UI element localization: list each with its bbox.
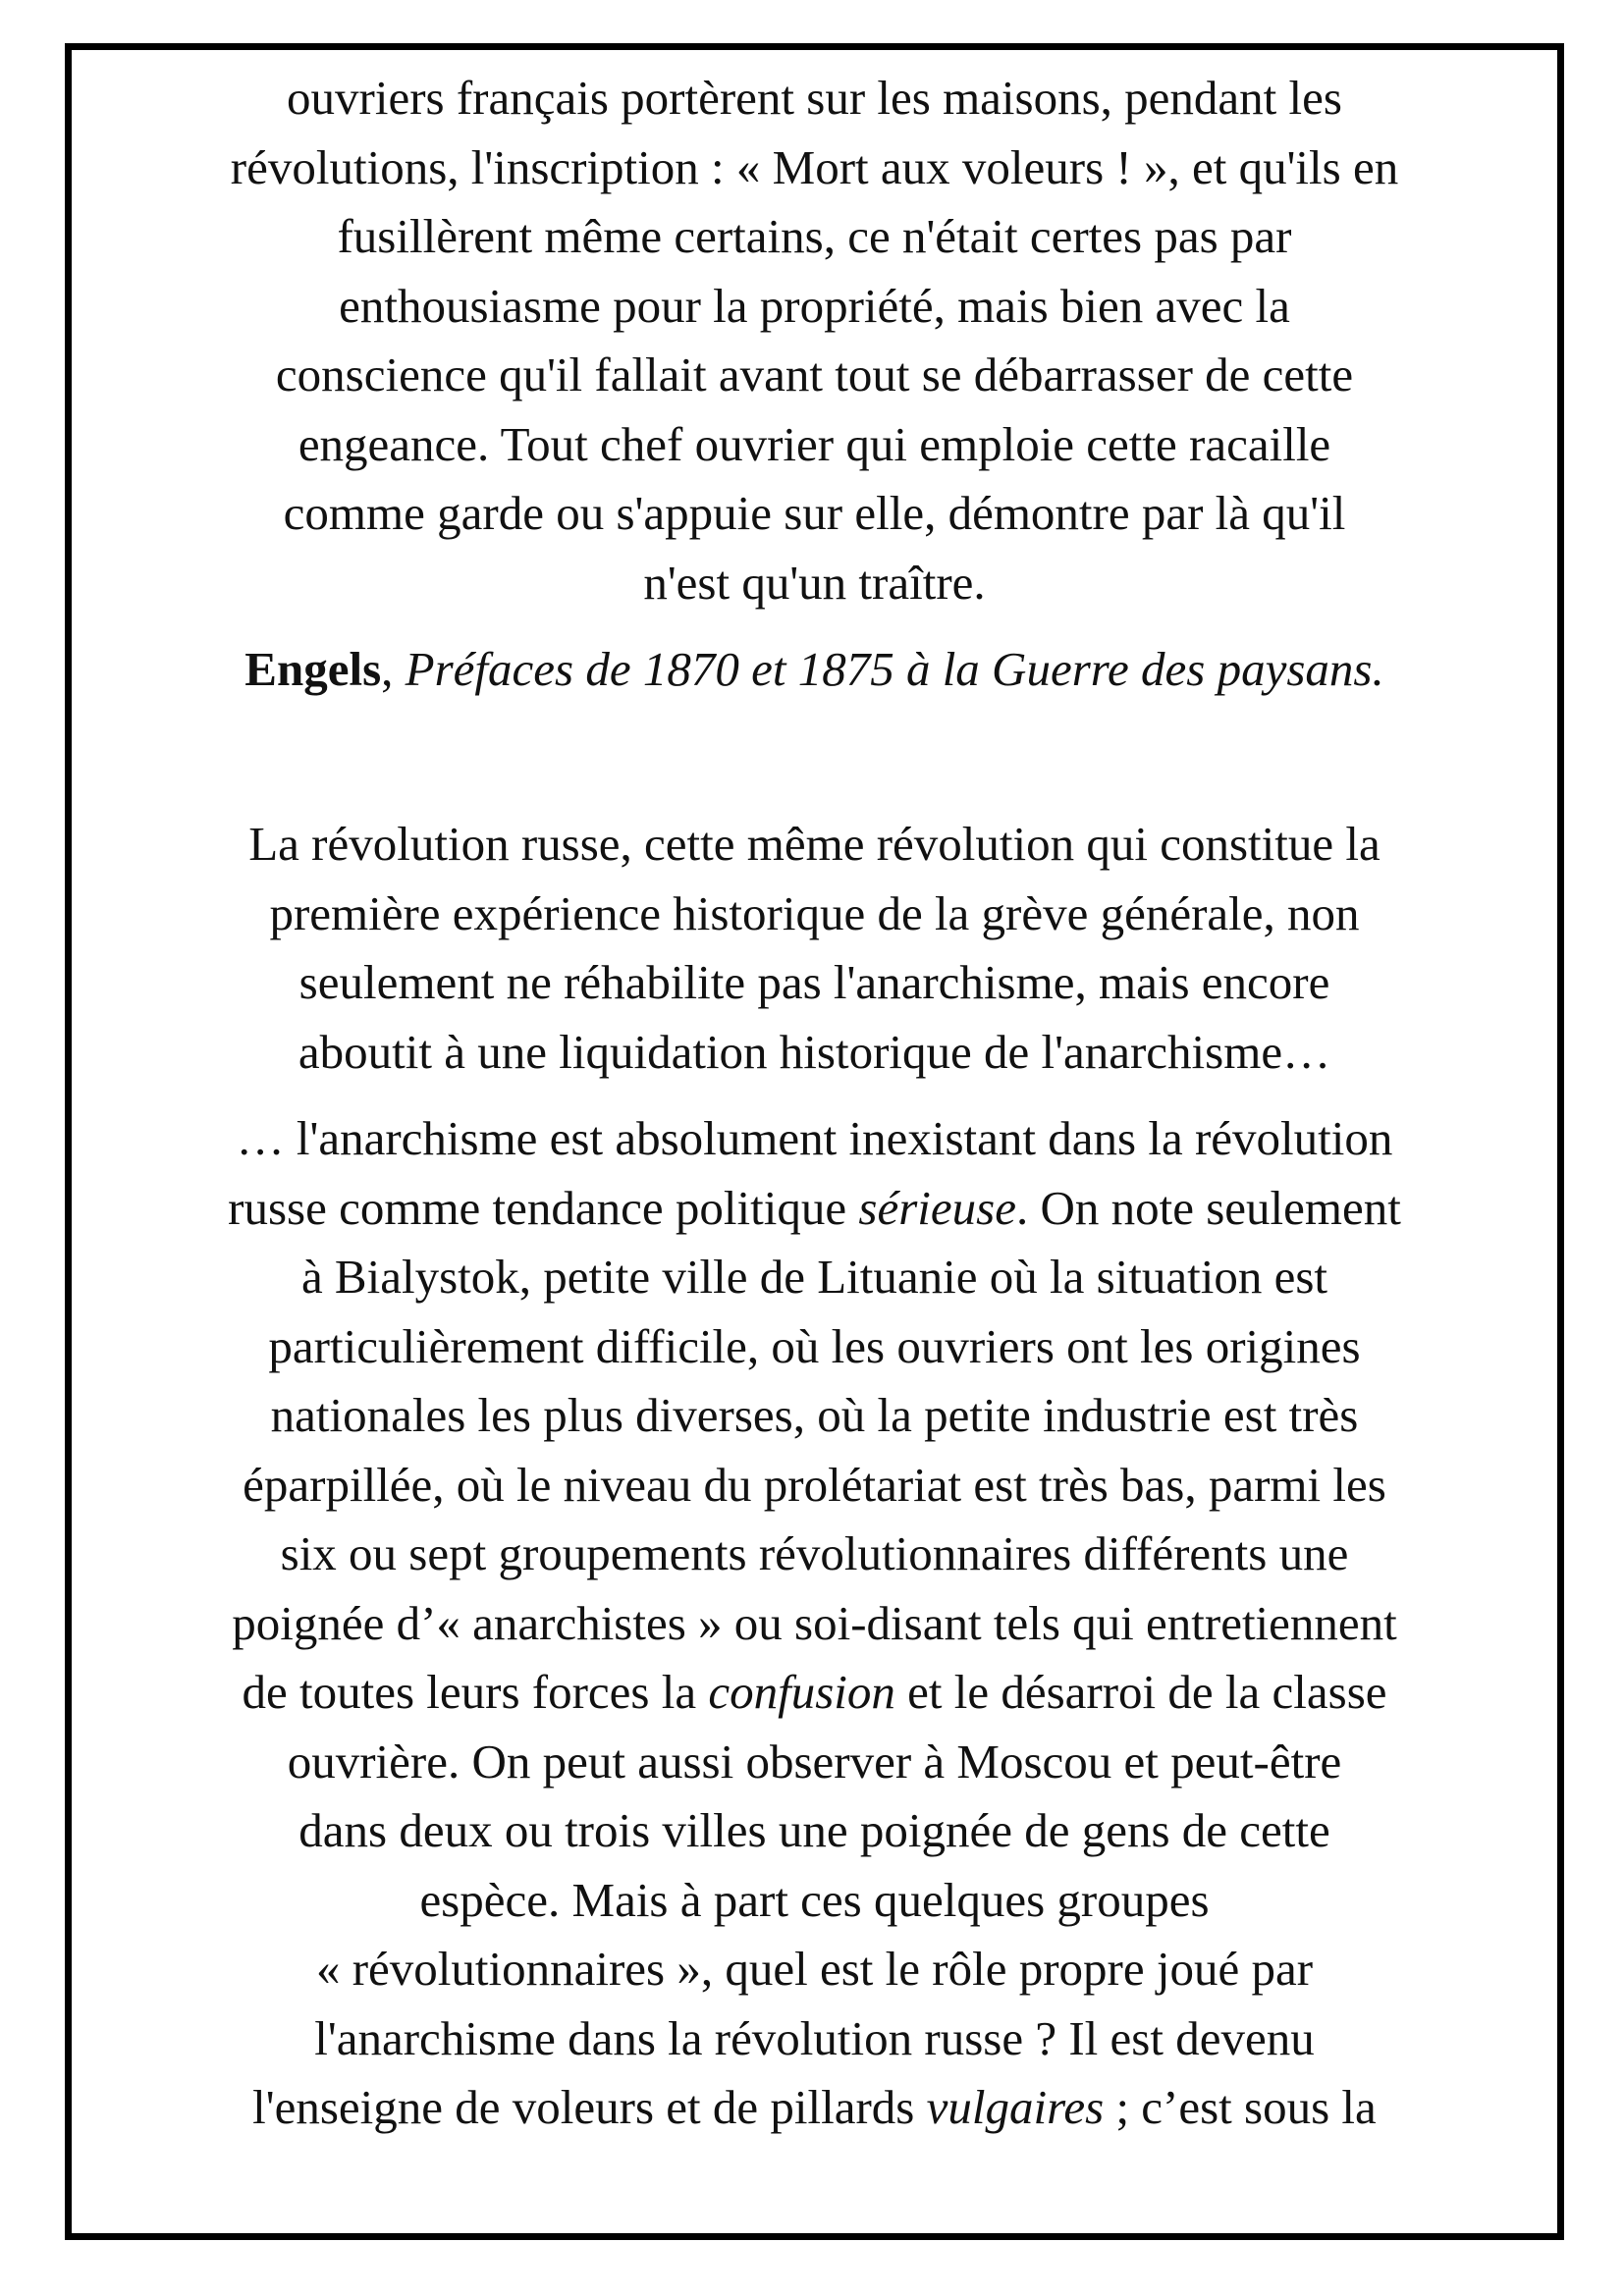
text-line: dans deux ou trois villes une poignée de gens de cette [298, 1803, 1330, 1857]
text-line: fusillèrent même certains, ce n'était certes pas par [337, 209, 1292, 263]
text-line: aboutit à une liquidation historique de l'anarchisme… [298, 1024, 1331, 1079]
emphasis: sérieuse [858, 1180, 1016, 1235]
text-line: … l'anarchisme est absolument inexistant dans la révolution [236, 1111, 1393, 1165]
citation [93, 635, 1536, 704]
text-run: . On note seulement [1015, 1180, 1401, 1235]
text-line: n'est qu'un traître. [643, 555, 986, 610]
page-frame [65, 43, 1564, 2240]
text-line: éparpillée, où le niveau du prolétariat est très bas, parmi les [243, 1457, 1386, 1512]
text-line: enthousiasme pour la propriété, mais bien avec la [339, 278, 1290, 333]
paragraph-1 [93, 810, 1536, 1087]
text-line: ouvrière. On peut aussi observer à Moscou et peut-être [287, 1734, 1342, 1789]
text-run: de toutes leurs forces la [242, 1665, 709, 1719]
text-line [93, 1174, 1536, 1244]
text-run: russe comme tendance politique [228, 1180, 859, 1235]
emphasis: vulgaires [926, 2080, 1105, 2134]
text-line: « révolutionnaires », quel est le rôle propre joué par [315, 1942, 1314, 1996]
citation-separator: , [381, 642, 406, 696]
text-line [93, 2073, 1536, 2143]
text-line: comme garde ou s'appuie sur elle, démontre par là qu'il [283, 486, 1346, 540]
text-run: et le désarroi de la classe [894, 1665, 1387, 1719]
paragraph-2 [93, 1104, 1536, 2143]
text-line: nationales les plus diverses, où la petite industrie est très [270, 1388, 1359, 1442]
quote-paragraph [93, 64, 1536, 617]
text-line: espèce. Mais à part ces quelques groupes [419, 1872, 1210, 1927]
text-line: poignée d’« anarchistes » ou soi-disant tels qui entretiennent [232, 1595, 1397, 1650]
emphasis: confusion [708, 1665, 895, 1719]
section-gap [93, 704, 1536, 810]
text-line: première expérience historique de la grève générale, non [269, 885, 1360, 940]
text-line: l'anarchisme dans la révolution russe ? Il est devenu [314, 2010, 1315, 2065]
citation-work: Préfaces de 1870 et 1875 à la Guerre des paysans. [405, 642, 1384, 696]
citation-author: Engels [244, 642, 382, 696]
text-line: La révolution russe, cette même révolution qui constitue la [248, 817, 1380, 871]
text-line: engeance. Tout chef ouvrier qui emploie cette racaille [298, 416, 1331, 471]
text-line: seulement ne réhabilite pas l'anarchisme, mais encore [298, 955, 1330, 1009]
text-line: à Bialystok, petite ville de Lituanie où la situation est [300, 1250, 1328, 1304]
text-line [93, 1658, 1536, 1728]
text-line: particulièrement difficile, où les ouvriers ont les origines [268, 1318, 1361, 1373]
text-run: l'enseigne de voleurs et de pillards [252, 2080, 927, 2134]
text-line: six ou sept groupements révolutionnaires différents une [280, 1526, 1349, 1580]
text-run: ; c’est sous la [1104, 2080, 1377, 2134]
text-line: ouvriers français portèrent sur les maisons, pendant les [287, 71, 1342, 125]
text-line: conscience qu'il fallait avant tout se débarrasser de cette [275, 347, 1354, 401]
paragraph-gap [93, 1087, 1536, 1104]
text-line: révolutions, l'inscription : « Mort aux voleurs ! », et qu'ils en [230, 139, 1399, 194]
